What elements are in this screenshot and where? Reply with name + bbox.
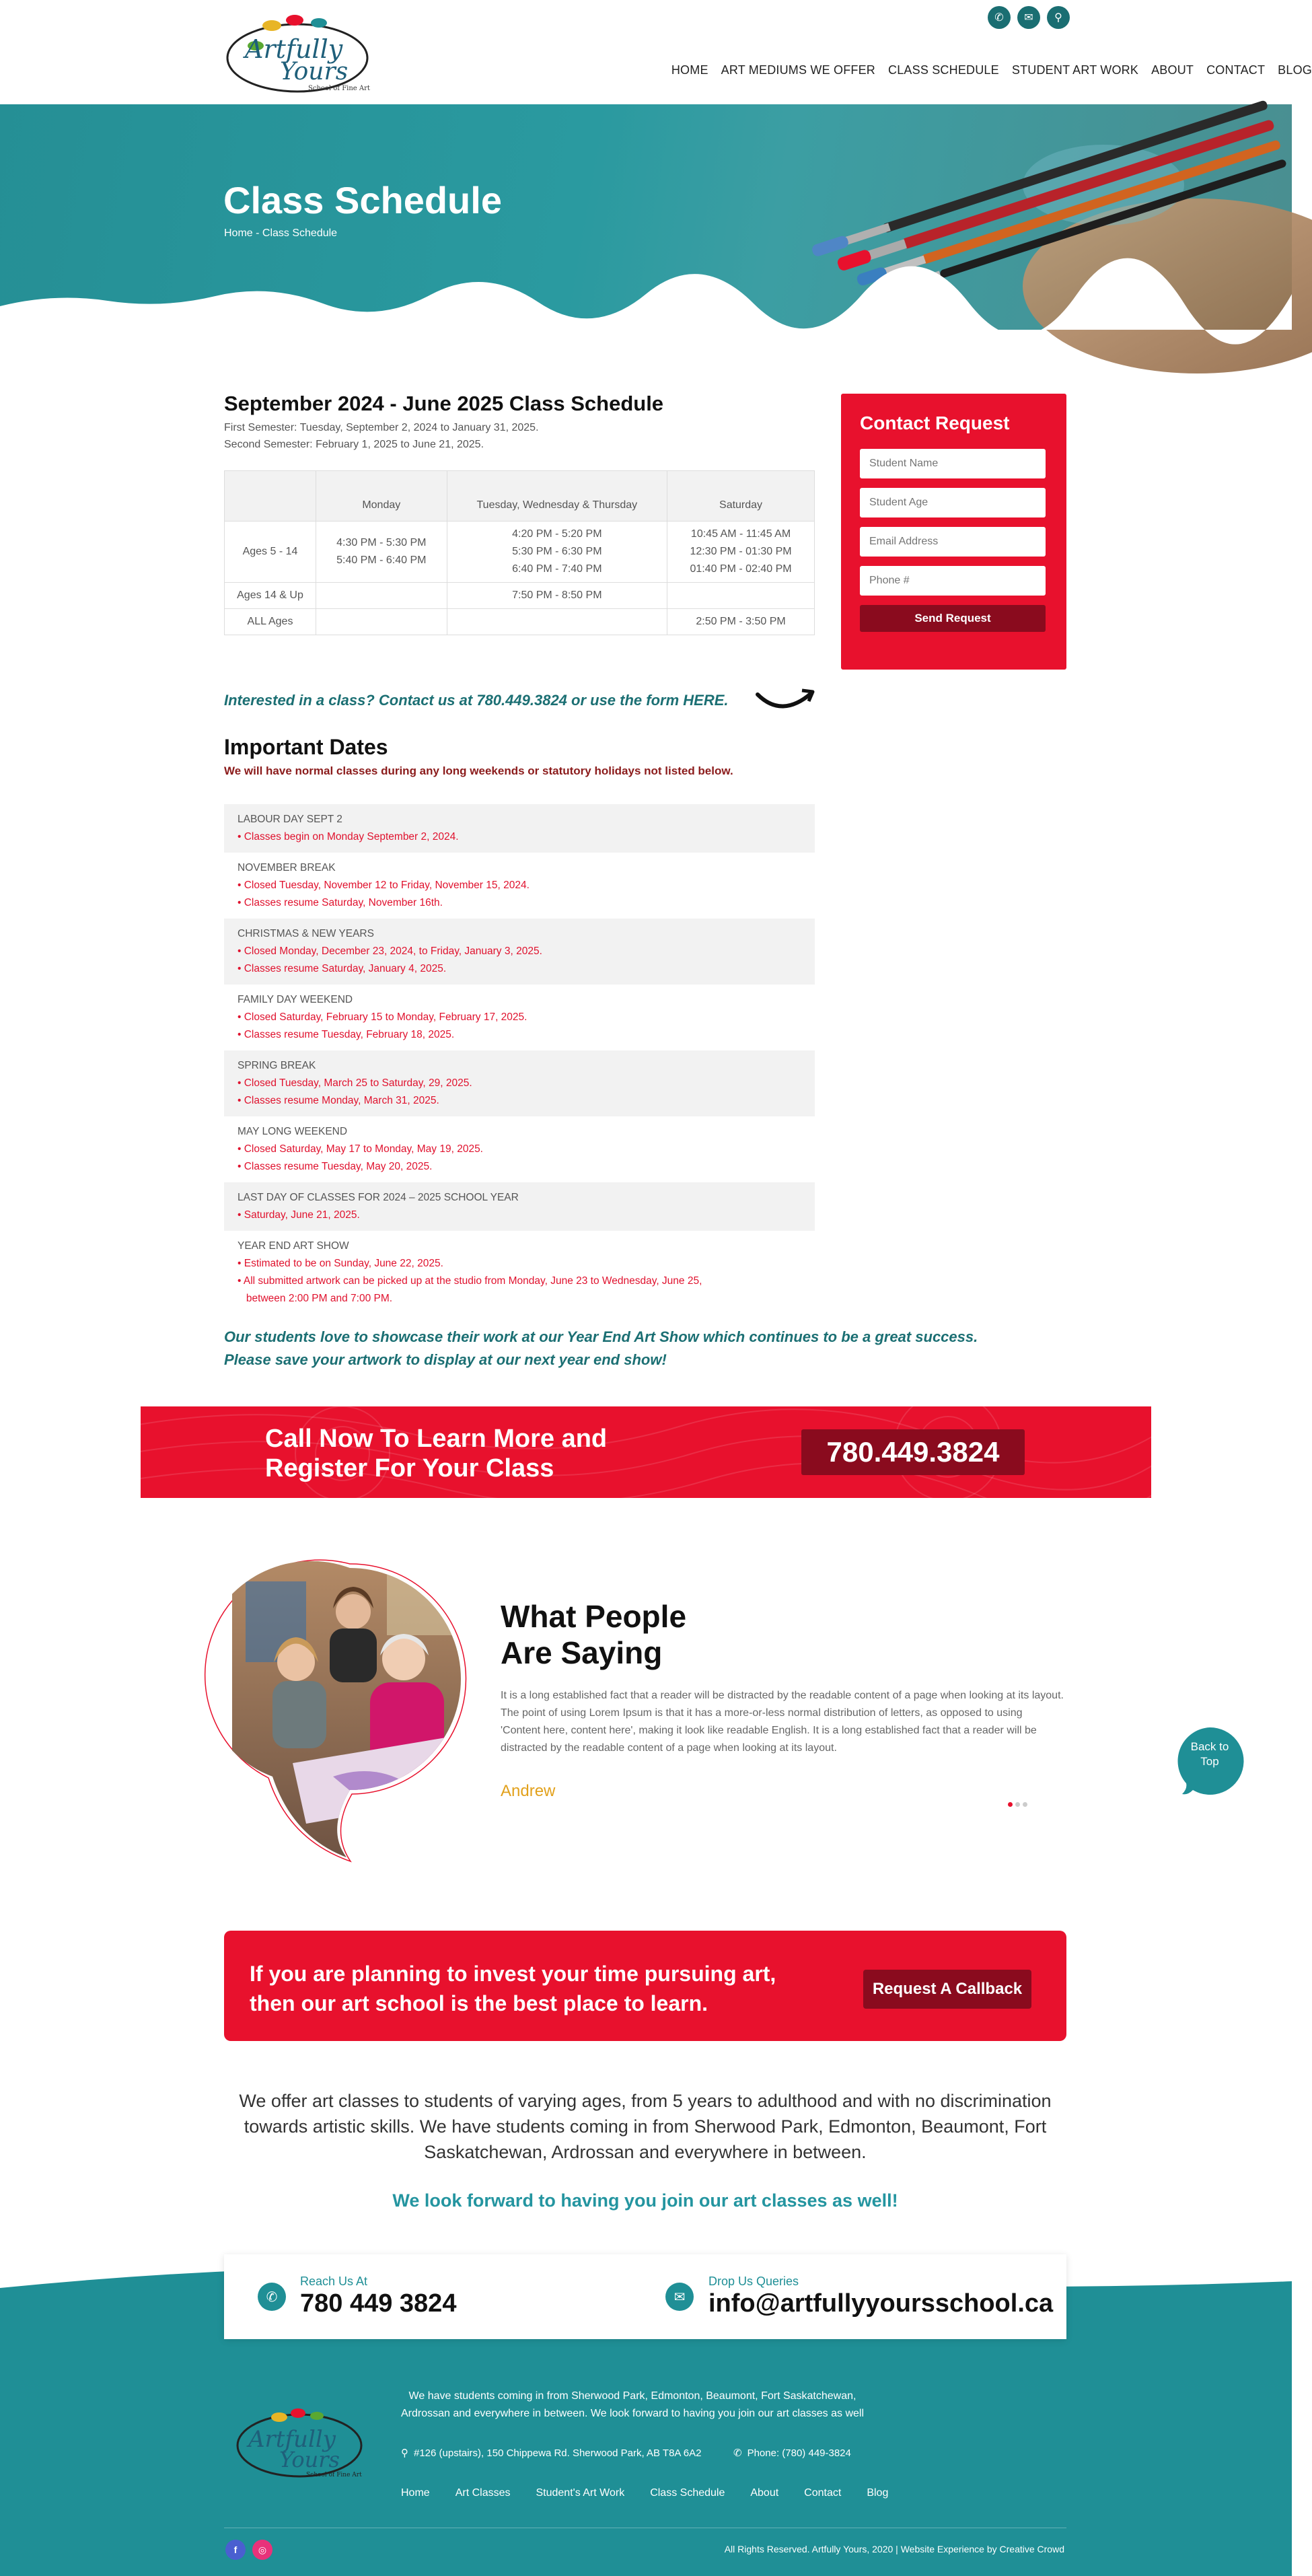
- logo-tagline: School of Fine Art: [308, 85, 370, 92]
- age-group-cell: [225, 609, 316, 635]
- reach-us-bar: [224, 2254, 1066, 2339]
- contact-request-form: [841, 394, 1066, 670]
- testimonial-title: [501, 1598, 686, 1671]
- age-group-cell: [225, 583, 316, 609]
- date-block-heading: LABOUR DAY SEPT 2: [238, 814, 342, 825]
- footer-logo-text-2: Yours: [279, 2447, 340, 2472]
- date-block-line: • Classes resume Tuesday, February 18, 2025.: [238, 1029, 455, 1040]
- facebook-icon[interactable]: f: [225, 2540, 246, 2560]
- date-block: [224, 919, 815, 985]
- pagination-dot[interactable]: [1023, 1802, 1027, 1807]
- time-slot: 4:20 PM - 5:20 PM: [512, 528, 602, 540]
- date-block: [224, 1116, 815, 1182]
- date-block-heading: FAMILY DAY WEEKEND: [238, 994, 353, 1005]
- date-block: [224, 1182, 815, 1231]
- time-slot: 5:30 PM - 6:30 PM: [512, 546, 602, 557]
- date-block-line: • Classes begin on Monday September 2, 2024.: [238, 831, 459, 843]
- footer-nav-contact[interactable]: Contact: [804, 2487, 842, 2499]
- phone-icon: ✆: [733, 2447, 742, 2459]
- nav-about[interactable]: ABOUT: [1151, 63, 1194, 77]
- testimonial-author: Andrew: [501, 1782, 556, 1800]
- logo-text-1: Artfully: [245, 34, 343, 64]
- footer-nav-blog[interactable]: Blog: [867, 2487, 889, 2499]
- time-slot: 5:40 PM - 6:40 PM: [336, 554, 427, 566]
- time-slot: 6:40 PM - 7:40 PM: [512, 563, 602, 575]
- tue-wed-thu-cell: [447, 583, 667, 609]
- copyright: All Rights Reserved. Artfully Yours, 2020 | Website Experience by Creative Crowd: [724, 2544, 1064, 2554]
- date-block: [224, 804, 815, 853]
- table-row: [225, 522, 815, 583]
- date-block-line: • Closed Saturday, May 17 to Monday, May 19, 2025.: [238, 1143, 483, 1155]
- date-block-line: • Classes resume Saturday, November 16th.: [238, 897, 443, 908]
- date-block-heading: YEAR END ART SHOW: [238, 1240, 349, 1252]
- interested-cta[interactable]: Interested in a class? Contact us at 780.449.3824 or use the form HERE.: [224, 692, 729, 709]
- phone-icon: ✆: [258, 2283, 286, 2311]
- student-name-input[interactable]: [860, 449, 1046, 478]
- student-age-input[interactable]: [860, 488, 1046, 517]
- location-pin-icon: ⚲: [401, 2447, 408, 2459]
- date-block-line: • Classes resume Saturday, January 4, 2025.: [238, 963, 447, 974]
- pagination-dot[interactable]: [1008, 1802, 1013, 1807]
- saturday-cell: [667, 609, 815, 635]
- reach-phone-label: Reach Us At: [300, 2275, 368, 2288]
- table-header-saturday: Saturday: [667, 471, 815, 522]
- email-input[interactable]: [860, 527, 1046, 557]
- testimonial-body: It is a long established fact that a reader will be distracted by the readable content of a page when looking at its layout. The point of using Lorem Ipsum is that it has a more-or-less normal distribution of letters, as opposed to using 'Content here, content here', making it look like readable English. It is a long established fact that a reader will be distracted by the readable content of a page when looking at its layout.: [501, 1690, 1064, 1754]
- nav-student-art-work[interactable]: STUDENT ART WORK: [1011, 63, 1139, 77]
- back-to-top-button[interactable]: [1173, 1740, 1247, 1769]
- nav-contact[interactable]: CONTACT: [1206, 63, 1266, 77]
- invest-banner: [224, 1931, 1066, 2041]
- footer-address-text: #126 (upstairs), 150 Chippewa Rd. Sherwood Park, AB T8A 6A2: [414, 2447, 702, 2459]
- date-block-heading: CHRISTMAS & NEW YEARS: [238, 928, 374, 939]
- phone-input[interactable]: [860, 566, 1046, 596]
- invest-text: [250, 1959, 776, 2018]
- site-header: [0, 0, 1312, 104]
- table-row: [225, 583, 815, 609]
- tue-wed-thu-cell: [447, 522, 667, 583]
- call-now-line-2: Register For Your Class: [265, 1454, 554, 1482]
- footer-phone: [733, 2447, 851, 2459]
- date-block: [224, 853, 815, 919]
- footer-nav-class-schedule[interactable]: Class Schedule: [650, 2487, 725, 2499]
- date-block-line: • Closed Tuesday, November 12 to Friday, November 15, 2024.: [238, 880, 530, 891]
- first-semester: First Semester: Tuesday, September 2, 2024 to January 31, 2025.: [224, 422, 539, 433]
- logo-text-2: Yours: [280, 58, 349, 85]
- page-title: Class Schedule: [223, 179, 502, 221]
- monday-cell: [316, 583, 447, 609]
- time-slot: 7:50 PM - 8:50 PM: [512, 589, 602, 601]
- back-to-top-line-1: Back to: [1190, 1740, 1229, 1753]
- footer-nav-art-classes[interactable]: Art Classes: [455, 2487, 511, 2499]
- date-block-line: • All submitted artwork can be picked up at the studio from Monday, June 23 to Wednesday, June 25,: [238, 1275, 702, 1287]
- date-block-heading: SPRING BREAK: [238, 1060, 316, 1071]
- important-dates-list: [224, 804, 815, 1314]
- table-row: [225, 609, 815, 635]
- nav-home[interactable]: HOME: [671, 63, 708, 77]
- schedule-table: [224, 470, 815, 635]
- footer-nav-about[interactable]: About: [750, 2487, 779, 2499]
- showcase-line-1: Our students love to showcase their work at our Year End Art Show which continues to be a great success.: [224, 1328, 978, 1345]
- logo[interactable]: [225, 9, 373, 96]
- reach-phone[interactable]: 780 449 3824: [300, 2289, 457, 2318]
- important-dates-title: Important Dates: [224, 735, 388, 759]
- footer-about: [377, 2388, 888, 2423]
- reach-email[interactable]: info@artfullyyoursschool.ca: [708, 2289, 1054, 2318]
- showcase-text: [224, 1326, 1099, 1371]
- footer-about-line-1: We have students coming in from Sherwood Park, Edmonton, Beaumont, Fort Saskatchewan,: [408, 2390, 857, 2402]
- nav-blog[interactable]: BLOG: [1278, 63, 1312, 77]
- date-block-line: • Closed Saturday, February 15 to Monday, February 17, 2025.: [238, 1011, 527, 1023]
- date-block: [224, 1050, 815, 1116]
- back-to-top-line-2: Top: [1200, 1755, 1219, 1768]
- footer-phone-text[interactable]: Phone: (780) 449-3824: [747, 2447, 851, 2459]
- saturday-cell: [667, 583, 815, 609]
- schedule-title: September 2024 - June 2025 Class Schedule: [224, 392, 664, 415]
- table-header-blank: [225, 471, 316, 522]
- date-block-line: • Closed Tuesday, March 25 to Saturday, 29, 2025.: [238, 1077, 472, 1089]
- forward-text: We look forward to having you join our art classes as well!: [392, 2190, 898, 2211]
- top-contact-icons: [988, 6, 1070, 29]
- date-block-heading: LAST DAY OF CLASSES FOR 2024 – 2025 SCHOOL YEAR: [238, 1192, 519, 1203]
- request-callback-button[interactable]: Request A Callback: [863, 1970, 1031, 2009]
- table-header-monday: Monday: [316, 471, 447, 522]
- hero-banner: [0, 104, 1292, 330]
- footer-logo-text-1: Artfully: [248, 2426, 336, 2453]
- monday-cell: [316, 522, 447, 583]
- hero-brushes-illustration: [0, 104, 1292, 330]
- second-semester: Second Semester: February 1, 2025 to June 21, 2025.: [224, 439, 484, 450]
- date-block: [224, 1231, 815, 1314]
- age-group-label: Ages 14 & Up: [237, 589, 303, 601]
- testimonial-photo: [232, 1561, 468, 1864]
- showcase-line-2: Please save your artwork to display at our next year end show!: [224, 1351, 667, 1368]
- footer-nav-student-art-work[interactable]: Student's Art Work: [536, 2487, 625, 2499]
- contact-form-title: Contact Request: [860, 413, 1010, 433]
- reach-email-label: Drop Us Queries: [708, 2275, 799, 2288]
- footer-logo-tagline: School of Fine Art: [306, 2472, 362, 2478]
- time-slot: 4:30 PM - 5:30 PM: [336, 537, 427, 548]
- age-group-label: Ages 5 - 14: [242, 546, 298, 557]
- saturday-cell: [667, 522, 815, 583]
- date-block-line: • Estimated to be on Sunday, June 22, 2025.: [238, 1258, 443, 1269]
- mail-icon[interactable]: ✉: [1017, 6, 1040, 29]
- date-block-line: • Classes resume Tuesday, May 20, 2025.: [238, 1161, 433, 1172]
- testimonial-title-line-2: Are Saying: [501, 1635, 663, 1670]
- time-slot: 2:50 PM - 3:50 PM: [696, 616, 786, 627]
- date-block-line: • Saturday, June 21, 2025.: [238, 1209, 360, 1221]
- tue-wed-thu-cell: [447, 609, 667, 635]
- location-pin-icon[interactable]: ⚲: [1047, 6, 1070, 29]
- call-phone-button[interactable]: 780.449.3824: [801, 1429, 1025, 1475]
- testimonial-pagination: [1008, 1802, 1027, 1807]
- nav-art-mediums[interactable]: ART MEDIUMS WE OFFER: [721, 63, 875, 77]
- pagination-dot[interactable]: [1015, 1802, 1020, 1807]
- date-block-line: between 2:00 PM and 7:00 PM.: [238, 1293, 393, 1304]
- date-block-line: • Closed Monday, December 23, 2024, to Friday, January 3, 2025.: [238, 945, 542, 957]
- invest-line-2: then our art school is the best place to learn.: [250, 1991, 708, 2015]
- age-group-cell: [225, 522, 316, 583]
- main-nav: [471, 61, 1312, 81]
- time-slot: 10:45 AM - 11:45 AM: [690, 528, 791, 540]
- instagram-icon[interactable]: ◎: [252, 2540, 272, 2560]
- footer-nav: [401, 2487, 888, 2499]
- invest-line-1: If you are planning to invest your time pursuing art,: [250, 1962, 776, 1986]
- mail-icon: ✉: [665, 2283, 694, 2311]
- time-slot: 12:30 PM - 01:30 PM: [690, 546, 792, 557]
- breadcrumb[interactable]: Home - Class Schedule: [224, 227, 338, 239]
- testimonial-title-line-1: What People: [501, 1599, 687, 1634]
- date-block: [224, 985, 815, 1050]
- curved-arrow-icon: [755, 686, 815, 713]
- age-group-label: ALL Ages: [247, 616, 293, 627]
- date-block-line: • Classes resume Monday, March 31, 2025.: [238, 1095, 439, 1106]
- date-block-heading: NOVEMBER BREAK: [238, 862, 336, 873]
- time-slot: 01:40 PM - 02:40 PM: [690, 563, 792, 575]
- monday-cell: [316, 609, 447, 635]
- important-dates-note: We will have normal classes during any long weekends or statutory holidays not listed below.: [224, 764, 733, 777]
- phone-icon[interactable]: ✆: [988, 6, 1011, 29]
- footer-address: [401, 2447, 701, 2459]
- call-now-text: [265, 1424, 607, 1483]
- date-block-heading: MAY LONG WEEKEND: [238, 1126, 348, 1137]
- offer-text: We offer art classes to students of varying ages, from 5 years to adulthood and with no discrimination towards artistic skills. We have students coming in from Sherwood Park, Edmonton, Beaumont, Fort Saskatchewan, Ardrossan and everywhere in between.: [239, 2091, 1052, 2162]
- call-now-banner: [141, 1406, 1151, 1498]
- call-now-line-1: Call Now To Learn More and: [265, 1425, 608, 1453]
- footer-logo[interactable]: [232, 2402, 367, 2483]
- footer-nav-home[interactable]: Home: [401, 2487, 430, 2499]
- footer-about-line-2: Ardrossan and everywhere in between. We look forward to having you join our art classes as well: [400, 2408, 865, 2419]
- send-request-button[interactable]: Send Request: [860, 605, 1046, 632]
- nav-class-schedule[interactable]: CLASS SCHEDULE: [888, 61, 999, 81]
- table-header-twt: Tuesday, Wednesday & Thursday: [447, 471, 667, 522]
